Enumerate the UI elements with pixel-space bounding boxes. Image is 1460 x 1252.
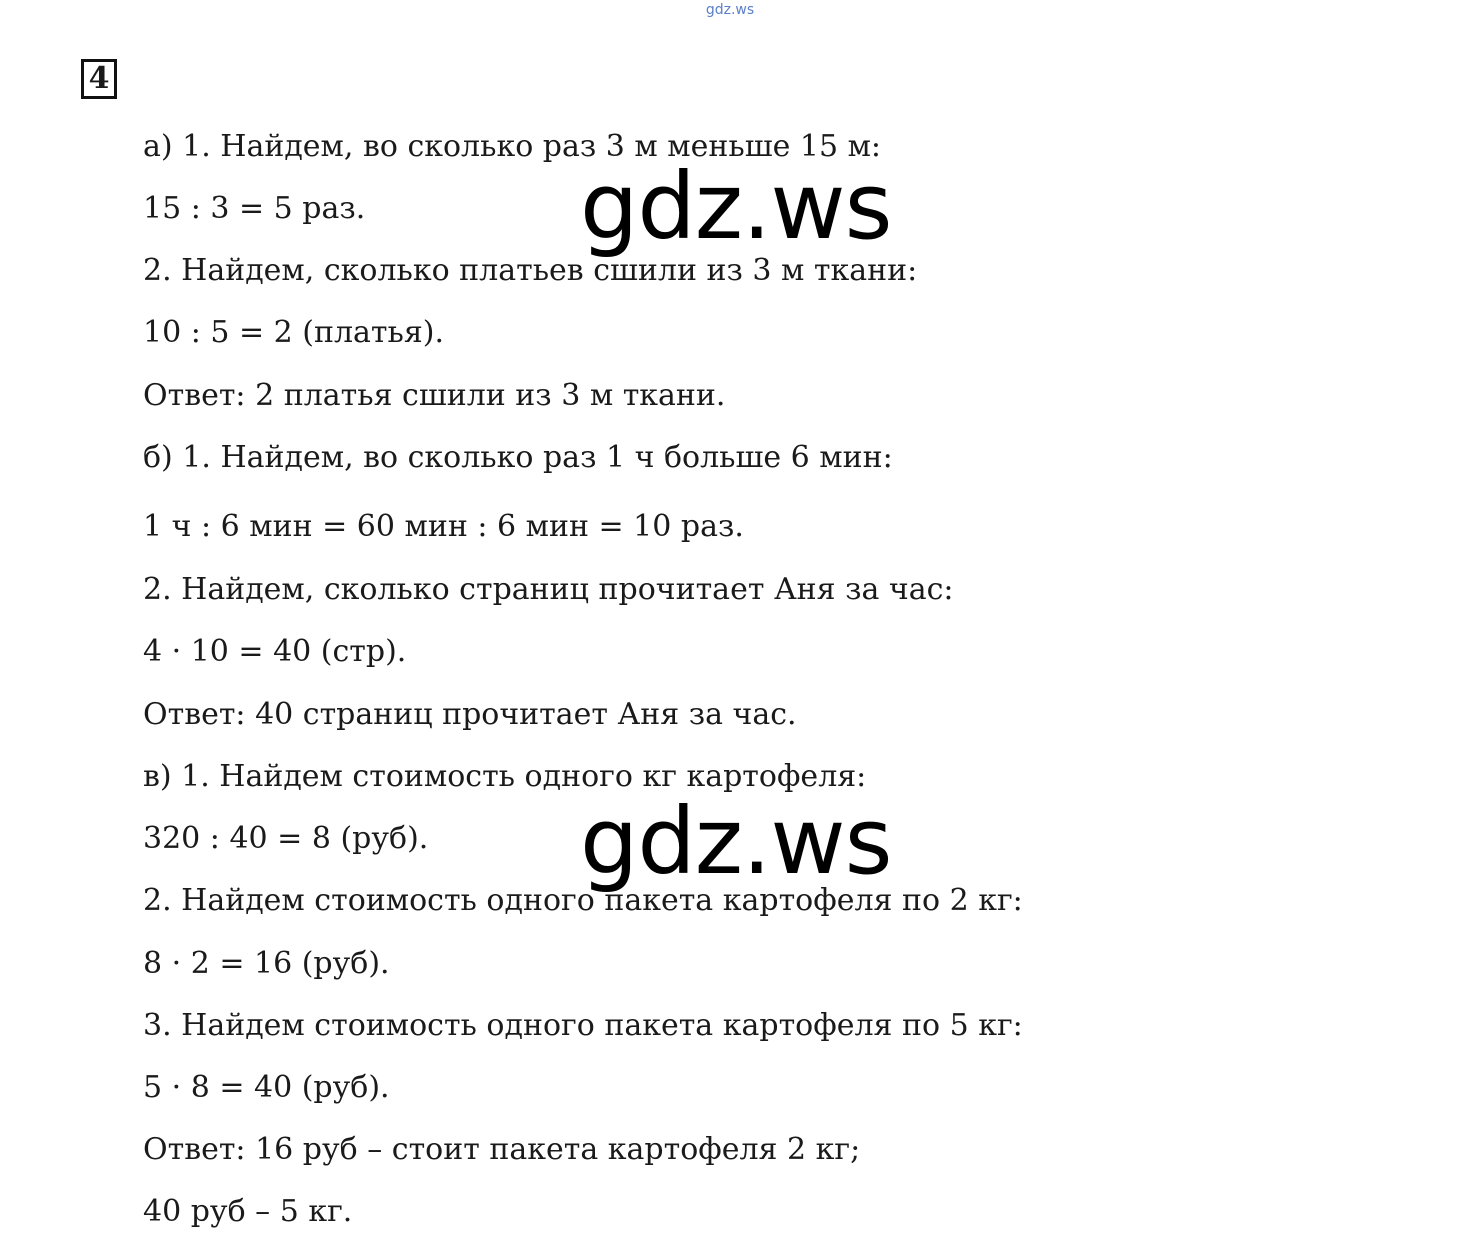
solution-line: в) 1. Найдем стоимость одного кг картофеля: bbox=[143, 759, 867, 794]
solution-line: Ответ: 40 страниц прочитает Аня за час. bbox=[143, 697, 797, 732]
site-header[interactable]: gdz.ws bbox=[705, 2, 755, 18]
solution-line: 5 · 8 = 40 (руб). bbox=[143, 1070, 390, 1105]
solution-line: 40 руб – 5 кг. bbox=[143, 1194, 353, 1229]
solution-line: б) 1. Найдем, во сколько раз 1 ч больше 6 мин: bbox=[143, 440, 893, 475]
solution-line: 2. Найдем стоимость одного пакета картофеля по 2 кг: bbox=[143, 883, 1023, 918]
solution-line: Ответ: 16 руб – стоит пакета картофеля 2 кг; bbox=[143, 1132, 861, 1167]
task-number-box: 4 bbox=[81, 59, 117, 99]
solution-line: 320 : 40 = 8 (руб). bbox=[143, 821, 429, 856]
watermark: gdz.ws bbox=[580, 153, 892, 260]
solution-line: Ответ: 2 платья сшили из 3 м ткани. bbox=[143, 378, 726, 413]
watermark: gdz.ws bbox=[580, 788, 892, 895]
solution-line: 4 · 10 = 40 (стр). bbox=[143, 634, 407, 669]
solution-line: 15 : 3 = 5 раз. bbox=[143, 191, 366, 226]
solution-line: 10 : 5 = 2 (платья). bbox=[143, 315, 445, 350]
solution-line: 1 ч : 6 мин = 60 мин : 6 мин = 10 раз. bbox=[143, 509, 744, 544]
solution-line: 8 · 2 = 16 (руб). bbox=[143, 946, 390, 981]
solution-line: а) 1. Найдем, во сколько раз 3 м меньше 15 м: bbox=[143, 129, 882, 164]
solution-line: 2. Найдем, сколько страниц прочитает Аня за час: bbox=[143, 572, 954, 607]
solution-line: 2. Найдем, сколько платьев сшили из 3 м ткани: bbox=[143, 253, 918, 288]
solution-line: 3. Найдем стоимость одного пакета картофеля по 5 кг: bbox=[143, 1008, 1023, 1043]
